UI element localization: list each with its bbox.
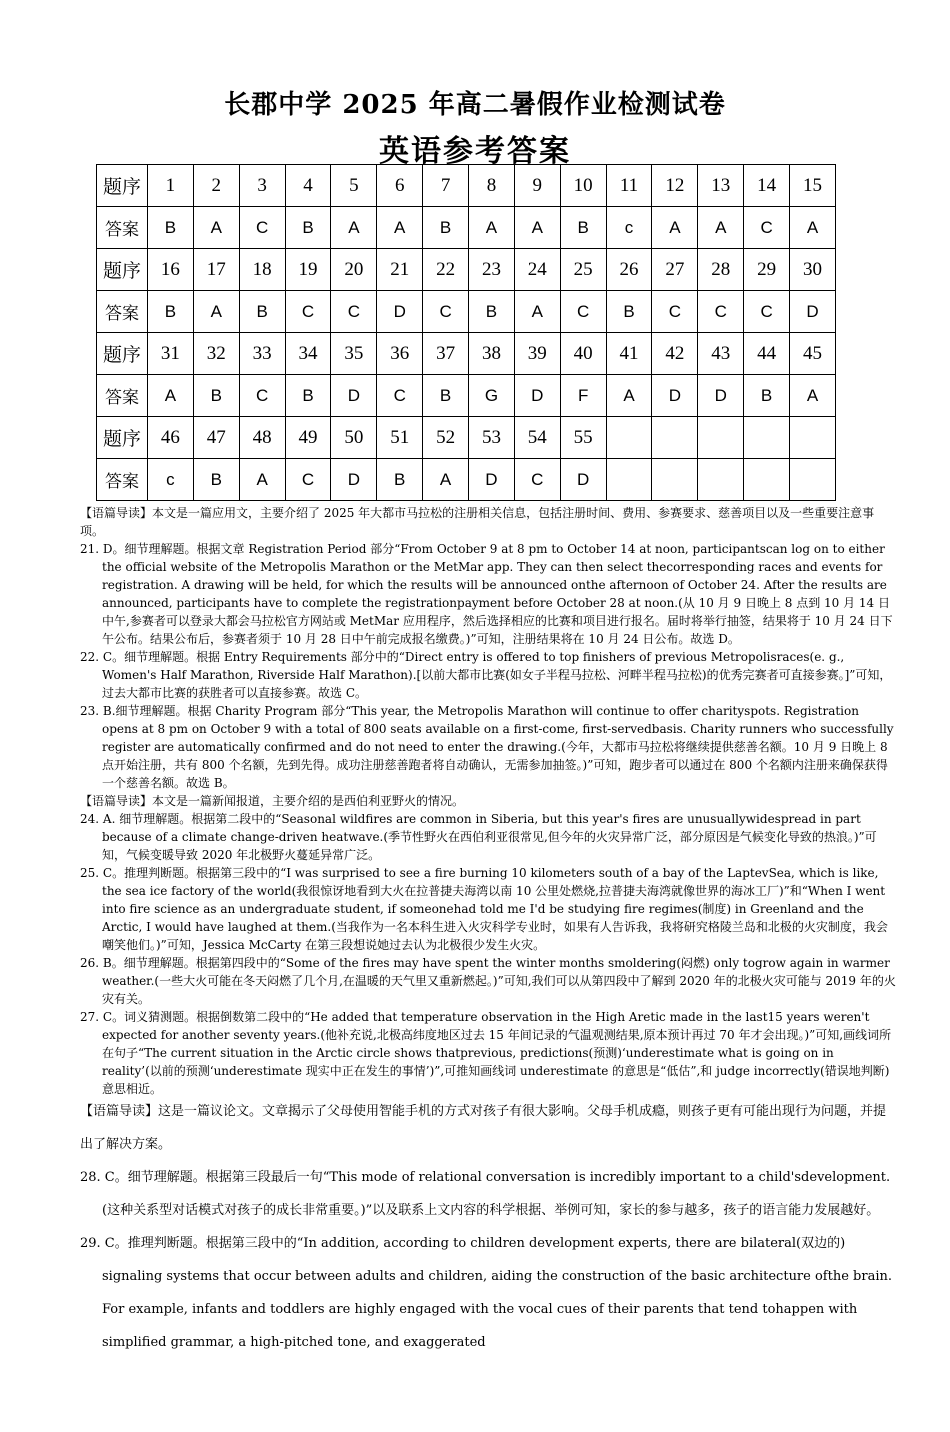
answer-cell: c <box>148 459 194 501</box>
answer-cell: C <box>744 207 790 249</box>
answer-cell: C <box>377 375 423 417</box>
answer-label-cell: 答案 <box>97 291 148 333</box>
answer-cell: D <box>790 291 836 333</box>
question-number-cell: 20 <box>331 249 377 291</box>
answer-cell: A <box>606 375 652 417</box>
answer-cell: A <box>790 375 836 417</box>
question-number-cell: 18 <box>239 249 285 291</box>
question-label-cell: 题序 <box>97 249 148 291</box>
question-number-cell: 21 <box>377 249 423 291</box>
question-number-cell: 26 <box>606 249 652 291</box>
answer-cell: B <box>744 375 790 417</box>
answer-row <box>97 459 836 501</box>
answer-cell: G <box>469 375 515 417</box>
answer-table <box>96 164 836 501</box>
question-number-cell: 24 <box>514 249 560 291</box>
question-number-cell: 34 <box>285 333 331 375</box>
question-number-row <box>97 165 836 207</box>
question-number-cell: 35 <box>331 333 377 375</box>
question-number-cell: 10 <box>560 165 606 207</box>
answer-cell: B <box>239 291 285 333</box>
answer-label-cell: 答案 <box>97 207 148 249</box>
question-number-cell: 2 <box>193 165 239 207</box>
answer-cell: A <box>514 291 560 333</box>
question-number-cell: 12 <box>652 165 698 207</box>
question-number-cell: 15 <box>790 165 836 207</box>
question-number-cell: 13 <box>698 165 744 207</box>
explanation-22: 22. C。细节理解题。根据 Entry Requirements 部分中的“Direct entry is offered to top finishers of previous Metropolisraces(e. g., Women's Half Marathon, Riverside Half Marathon).[以前大都市比赛(如女子半程马拉松、河畔半程马拉松)的优秀完赛者可直接参赛。]”可知，过去大都市比赛的获胜者可以直接参赛。故选 C。 <box>80 650 892 700</box>
explanation-21: 21. D。细节理解题。根据文章 Registration Period 部分“From October 9 at 8 pm to October 14 at noon, participantscan log on to either the official website of the Metropolis Marathon or the MetMar app. They can then select thecorresponding races and events for registration. A drawing will be held, for which the results will be announced onthe afternoon of October 24. After the results are announced, participants have to complete the registrationpayment before October 28 at noon.(从 10 月 9 日晚上 8 点到 10 月 14 日中午,参赛者可以登录大都会马拉松官方网站或 MetMar 应用程序，然后选择相应的比赛和项目进行报名。届时将举行抽签，结果将于 10 月 24 日下午公布。结果公布后，参赛者须于 10 月 28 日中午前完成报名缴费。)”可知，注册结果将在 10 月 24 日公布。故选 D。 <box>80 542 893 646</box>
answer-cell: D <box>514 375 560 417</box>
answer-cell: B <box>423 375 469 417</box>
explanations-part2 <box>80 1095 896 1359</box>
question-number-cell: 30 <box>790 249 836 291</box>
answer-row <box>97 375 836 417</box>
answer-cell: B <box>423 207 469 249</box>
answer-cell: D <box>331 375 377 417</box>
question-number-cell: 27 <box>652 249 698 291</box>
answer-row <box>97 291 836 333</box>
question-label-cell: 题序 <box>97 165 148 207</box>
answer-cell: C <box>560 291 606 333</box>
answer-cell: C <box>285 291 331 333</box>
answer-cell: B <box>148 207 194 249</box>
answer-cell: B <box>285 207 331 249</box>
question-number-cell: 33 <box>239 333 285 375</box>
question-number-cell: 44 <box>744 333 790 375</box>
passage-guide: 【语篇导读】本文是一篇应用文，主要介绍了 2025 年大都市马拉松的注册相关信息，包括注册时间、费用、参赛要求、慈善项目以及一些重要注意事项。 <box>80 506 875 538</box>
question-label-cell: 题序 <box>97 417 148 459</box>
answer-cell: B <box>193 459 239 501</box>
question-number-cell: 8 <box>469 165 515 207</box>
answer-cell: A <box>148 375 194 417</box>
question-number-cell: 19 <box>285 249 331 291</box>
question-number-cell: 31 <box>148 333 194 375</box>
answer-cell: C <box>652 291 698 333</box>
answer-cell: A <box>514 207 560 249</box>
answer-cell: C <box>744 291 790 333</box>
question-number-cell: 47 <box>193 417 239 459</box>
answer-cell: F <box>560 375 606 417</box>
answer-cell: B <box>606 291 652 333</box>
question-number-cell: 55 <box>560 417 606 459</box>
answer-cell: A <box>193 207 239 249</box>
question-number-cell: 38 <box>469 333 515 375</box>
answer-cell <box>606 459 652 501</box>
answer-cell <box>744 459 790 501</box>
explanation-24: 24. A. 细节理解题。根据第二段中的“Seasonal wildfires are common in Siberia, but this year's fires are unusuallywidespread in part because of a climate change-driven heatwave.(季节性野火在西伯利亚很常见,但今年的火灾异常广泛，部分原因是气候变化导致的热浪。)”可知，气候变暖导致 2020 年北极野火蔓延异常广泛。 <box>80 812 877 862</box>
explanations-part1 <box>80 504 896 1098</box>
answer-cell: B <box>469 291 515 333</box>
answer-cell: B <box>193 375 239 417</box>
answer-cell: B <box>148 291 194 333</box>
question-number-row <box>97 249 836 291</box>
answer-cell: D <box>698 375 744 417</box>
explanation-29: 29. C。推理判断题。根据第三段中的“In addition, according to children development experts, there are bilateral(双边的) signaling systems that occur between adults and children, aiding the construction of the basic architecture ofthe brain. For example, infants and toddlers are highly engaged with the vocal cues of their parents that tend tohappen with simplified grammar, a high-pitched tone, and exaggerated <box>80 1236 892 1350</box>
question-number-cell: 37 <box>423 333 469 375</box>
answer-cell: B <box>377 459 423 501</box>
answer-cell: A <box>652 207 698 249</box>
question-number-cell: 22 <box>423 249 469 291</box>
question-number-cell: 7 <box>423 165 469 207</box>
question-number-cell <box>698 417 744 459</box>
question-number-cell: 53 <box>469 417 515 459</box>
question-number-cell: 1 <box>148 165 194 207</box>
page-subtitle: 英语参考答案 <box>379 134 571 169</box>
answer-cell: A <box>193 291 239 333</box>
answer-cell: D <box>377 291 423 333</box>
answer-cell: D <box>469 459 515 501</box>
question-number-cell: 16 <box>148 249 194 291</box>
question-number-cell: 6 <box>377 165 423 207</box>
explanation-25: 25. C。推理判断题。根据第三段中的“I was surprised to see a fire burning 10 kilometers south of a bay of the LaptevSea, which is like, the sea ice factory of the world(我很惊讶地看到大火在拉普捷夫海湾以南 10 公里处燃烧,拉普捷夫海湾就像世界的海冰工厂)”和“When I went into fire science as an undergraduate student, if someonehad told me I'd be studying fire regimes(制度) in Greenland and the Arctic, I would have laughed at them.(当我作为一名本科生进入火灾科学专业时，如果有人告诉我，我将研究格陵兰岛和北极的火灾制度，我会嘲笑他们。)”可知，Jessica McCarty 在第三段想说她过去认为北极很少发生火灾。 <box>80 866 888 952</box>
question-number-cell: 5 <box>331 165 377 207</box>
answer-cell: C <box>514 459 560 501</box>
passage-guide: 【语篇导读】这是一篇议论文。文章揭示了父母使用智能手机的方式对孩子有很大影响。父母手机成瘾，则孩子更有可能出现行为问题，并提出了解决方案。 <box>80 1104 887 1152</box>
answer-cell: C <box>285 459 331 501</box>
answer-cell: C <box>239 375 285 417</box>
answer-cell <box>790 459 836 501</box>
question-label-cell: 题序 <box>97 333 148 375</box>
question-number-cell: 51 <box>377 417 423 459</box>
question-number-cell: 25 <box>560 249 606 291</box>
question-number-cell <box>606 417 652 459</box>
question-number-cell: 17 <box>193 249 239 291</box>
answer-cell: A <box>698 207 744 249</box>
explanation-23: 23. B.细节理解题。根据 Charity Program 部分“This year, the Metropolis Marathon will continue to offer charityspots. Registration opens at 8 pm on October 9 with a total of 800 seats available on a first-come, first-servedbasis. Charity runners who successfully register are automatically confirmed and do not need to enter the drawing.(今年，大都市马拉松将继续提供慈善名额。10 月 9 日晚上 8 点开始注册，共有 800 个名额，先到先得。成功注册慈善跑者将自动确认，无需参加抽签。)”可知，跑步者可以通过在 800 个名额内注册来确保获得一个慈善名额。故选 B。 <box>80 704 894 790</box>
answer-cell: c <box>606 207 652 249</box>
answer-cell: A <box>377 207 423 249</box>
explanation-26: 26. B。细节理解题。根据第四段中的“Some of the fires may have spent the winter months smoldering(闷燃) only togrow again in warmer weather.(一些大火可能在冬天闷燃了几个月,在温暖的天气里又重新燃起。)”可知,我们可以从第四段中了解到 2020 年的北极火灾可能与 2019 年的火灾有关。 <box>80 956 896 1006</box>
question-number-cell: 39 <box>514 333 560 375</box>
question-number-cell: 9 <box>514 165 560 207</box>
question-number-cell: 46 <box>148 417 194 459</box>
question-number-cell: 14 <box>744 165 790 207</box>
answer-cell: D <box>652 375 698 417</box>
answer-cell: C <box>331 291 377 333</box>
answer-cell: C <box>698 291 744 333</box>
answer-cell: D <box>560 459 606 501</box>
question-number-cell: 50 <box>331 417 377 459</box>
page-title: 长郡中学 2025 年高二暑假作业检测试卷 <box>224 90 726 120</box>
question-number-cell: 41 <box>606 333 652 375</box>
question-number-cell: 3 <box>239 165 285 207</box>
answer-cell: C <box>239 207 285 249</box>
question-number-cell: 54 <box>514 417 560 459</box>
question-number-cell: 11 <box>606 165 652 207</box>
explanation-27: 27. C。词义猜测题。根据倒数第二段中的“He added that temperature observation in the High Aretic made in the last15 years weren't expected for another seventy years.(他补充说,北极高纬度地区过去 15 年间记录的气温观测结果,原本预计再过 70 年才会出现。)”可知,画线词所在句子“The current situation in the Arctic circle shows thatprevious, predictions(预测)‘underestimate what is going on in reality’(以前的预测‘underestimate 现实中正在发生的事情’)”,可推知画线词 underestimate 的意思是“低估”,和 judge incorrectly(错误地判断)意思相近。 <box>80 1010 892 1096</box>
question-number-row <box>97 417 836 459</box>
question-number-cell: 36 <box>377 333 423 375</box>
question-number-cell: 4 <box>285 165 331 207</box>
answer-cell: B <box>560 207 606 249</box>
question-number-cell <box>652 417 698 459</box>
explanation-28: 28. C。细节理解题。根据第三段最后一句“This mode of relational conversation is incredibly important to a child'sdevelopment.(这种关系型对话模式对孩子的成长非常重要。)”以及联系上文内容的科学根据、举例可知，家长的参与越多，孩子的语言能力发展越好。 <box>80 1170 891 1218</box>
question-number-cell: 28 <box>698 249 744 291</box>
answer-cell: A <box>423 459 469 501</box>
question-number-cell <box>790 417 836 459</box>
question-number-cell: 42 <box>652 333 698 375</box>
passage-guide: 【语篇导读】本文是一篇新闻报道，主要介绍的是西伯利亚野火的情况。 <box>80 794 465 808</box>
question-number-cell: 52 <box>423 417 469 459</box>
answer-row <box>97 207 836 249</box>
question-number-cell: 45 <box>790 333 836 375</box>
question-number-cell: 23 <box>469 249 515 291</box>
question-number-cell: 32 <box>193 333 239 375</box>
answer-cell: B <box>285 375 331 417</box>
question-number-cell: 48 <box>239 417 285 459</box>
answer-cell <box>652 459 698 501</box>
answer-label-cell: 答案 <box>97 375 148 417</box>
question-number-cell: 40 <box>560 333 606 375</box>
answer-cell: A <box>469 207 515 249</box>
question-number-cell: 29 <box>744 249 790 291</box>
answer-cell: A <box>331 207 377 249</box>
answer-label-cell: 答案 <box>97 459 148 501</box>
answer-cell: C <box>423 291 469 333</box>
answer-cell: A <box>239 459 285 501</box>
answer-cell <box>698 459 744 501</box>
question-number-cell: 43 <box>698 333 744 375</box>
answer-cell: D <box>331 459 377 501</box>
question-number-row <box>97 333 836 375</box>
answer-cell: A <box>790 207 836 249</box>
question-number-cell <box>744 417 790 459</box>
question-number-cell: 49 <box>285 417 331 459</box>
